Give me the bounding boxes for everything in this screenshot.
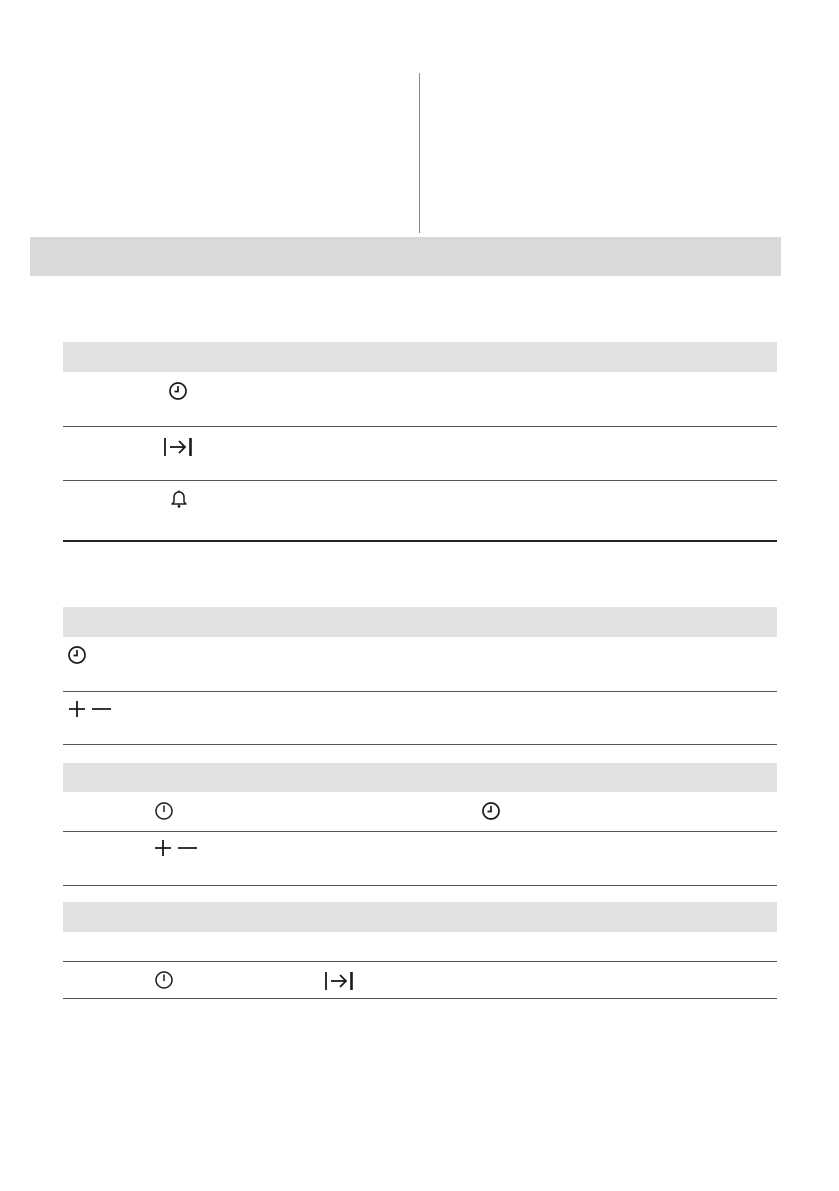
bell-icon — [170, 489, 188, 509]
table-3-header — [63, 763, 777, 792]
table-2-row-separator — [63, 691, 777, 692]
table-2-bottom-rule — [63, 744, 777, 745]
power-icon — [154, 970, 174, 990]
table-4-row-separator — [63, 961, 777, 962]
clock-icon — [67, 645, 87, 665]
clock-icon — [168, 381, 188, 401]
table-1-row-separator — [63, 426, 777, 427]
plus-minus-icon — [66, 699, 114, 719]
power-icon — [154, 801, 174, 821]
table-3-row-separator — [63, 831, 777, 832]
table-1-bottom-rule — [63, 540, 777, 542]
section-banner — [30, 237, 781, 276]
table-2-header — [63, 607, 777, 637]
table-4-header — [63, 902, 777, 932]
duration-icon — [324, 970, 354, 992]
table-1-row-separator — [63, 480, 777, 481]
table-3-bottom-rule — [63, 885, 777, 886]
clock-icon — [481, 801, 501, 821]
plus-minus-icon — [152, 838, 200, 858]
column-divider — [419, 73, 420, 233]
duration-icon — [163, 436, 193, 458]
table-4-bottom-rule — [63, 998, 777, 999]
table-1-header — [63, 342, 777, 372]
